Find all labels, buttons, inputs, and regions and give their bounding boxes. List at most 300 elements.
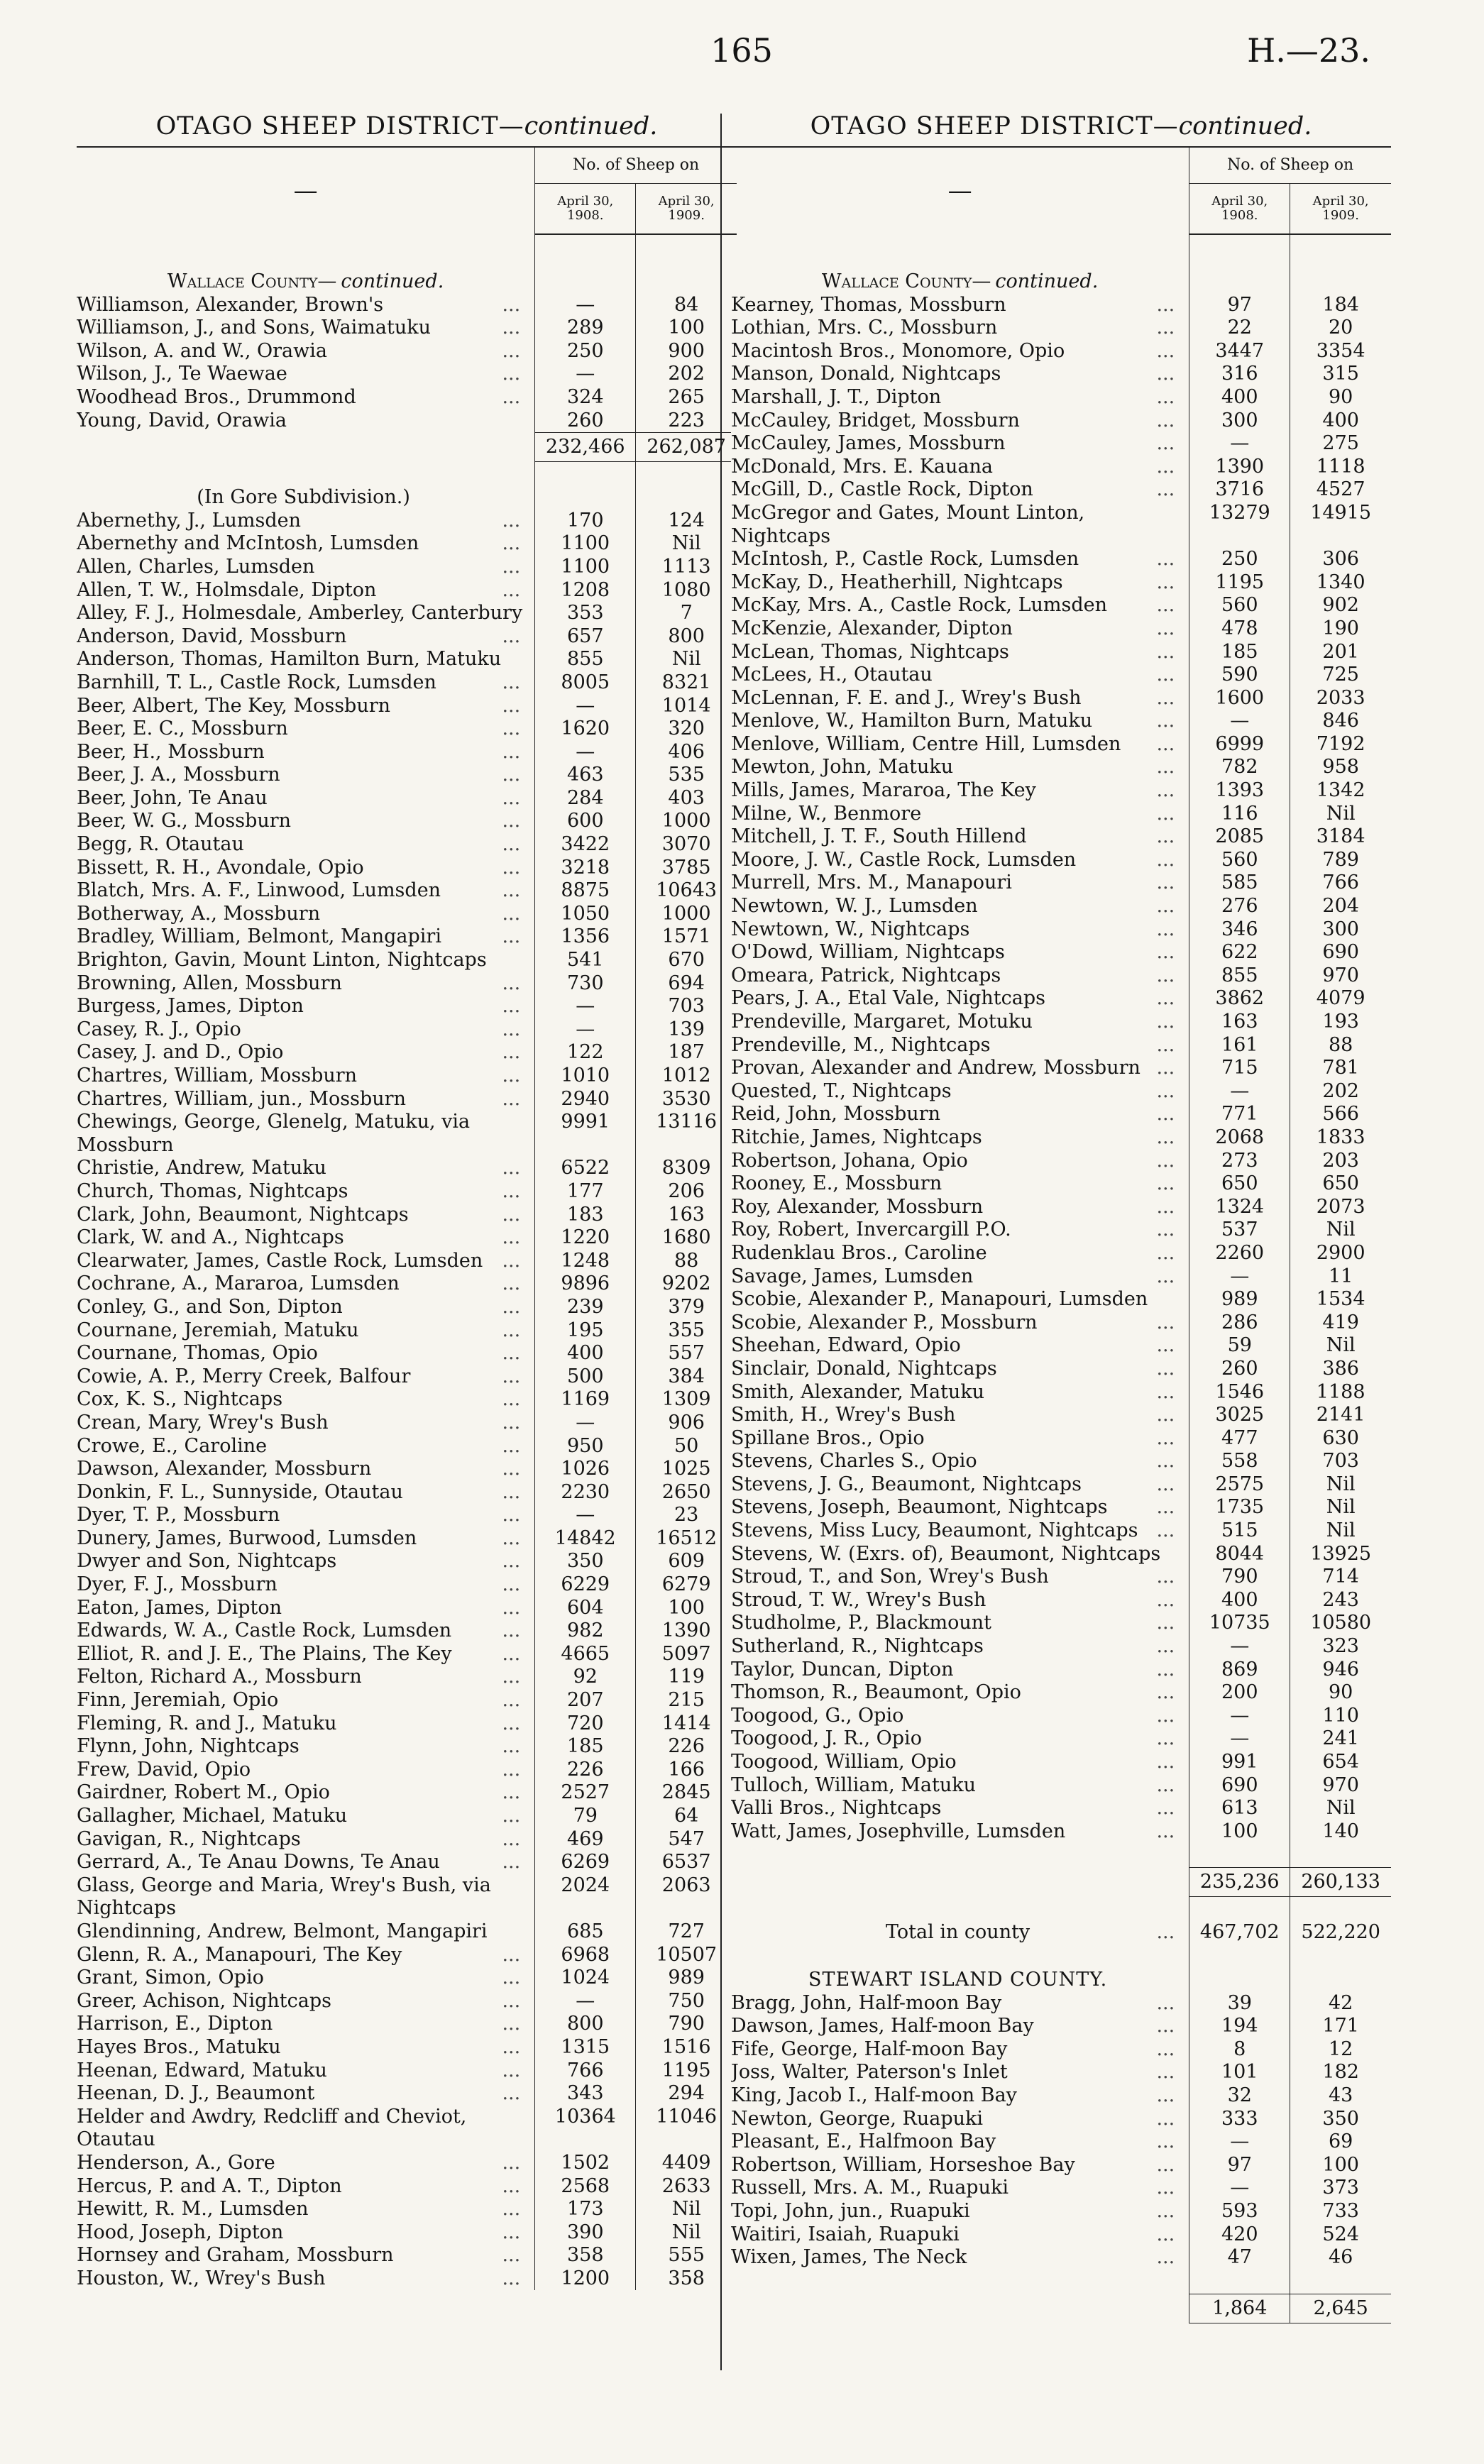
sheep-1909: 275	[1290, 432, 1391, 456]
sheep-1908: 541	[535, 949, 636, 972]
owner-name: Botherway, A., Mossburn	[77, 903, 324, 925]
leader-dots: ...	[1156, 987, 1179, 1011]
table-row	[77, 2106, 737, 2152]
spacer-cell	[731, 1897, 1189, 1922]
table-row	[731, 733, 1391, 757]
owner-cell	[77, 1874, 535, 1920]
section-heading-row	[77, 486, 737, 510]
owner-name: McLees, H., Otautau	[731, 664, 937, 686]
spacer-cell	[535, 486, 636, 510]
sheep-1909: 100	[636, 1597, 737, 1620]
sheep-1909: 906	[636, 1412, 737, 1435]
leader-dots: ...	[1156, 2130, 1179, 2154]
leader-dots: ...	[1156, 1566, 1179, 1589]
sheep-1908: —	[535, 1412, 636, 1435]
sheep-1908: 358	[535, 2244, 636, 2267]
owner-name: Ritchie, James, Nightcaps	[731, 1126, 986, 1148]
sheep-1908: 1248	[535, 1250, 636, 1273]
sheep-count-group-header: No. of Sheep on	[1189, 147, 1391, 184]
leader-dots: ...	[502, 2244, 524, 2267]
owner-name: Anderson, David, Mossburn	[77, 625, 351, 647]
leader-dots: ...	[1156, 548, 1179, 571]
owner-name: Burgess, James, Dipton	[77, 995, 308, 1017]
leader-dots: ...	[502, 1990, 524, 2013]
leader-dots: ...	[502, 1619, 524, 1643]
leader-dots: ...	[502, 1412, 524, 1435]
leader-dots: ...	[1156, 825, 1179, 849]
sheep-1909: 900	[636, 340, 737, 363]
table-row	[731, 871, 1391, 895]
spacer-cell	[1189, 234, 1290, 270]
sheep-1909: 703	[636, 995, 737, 1018]
sheep-1908: 8875	[535, 879, 636, 903]
sheep-1909: 42	[1290, 1992, 1391, 2015]
header-1909	[636, 184, 737, 235]
table-row	[731, 409, 1391, 433]
sheep-1909: Nil	[1290, 1797, 1391, 1820]
sheep-1908: 1315	[535, 2036, 636, 2059]
sheep-1909: 1000	[636, 903, 737, 926]
sheep-1909: 355	[636, 1319, 737, 1343]
table-row	[731, 1427, 1391, 1451]
table-row	[77, 1250, 737, 1273]
leader-dots: ...	[1156, 1496, 1179, 1519]
owner-name: Blatch, Mrs. A. F., Linwood, Lumsden	[77, 879, 445, 901]
owner-cell	[731, 1589, 1189, 1612]
section-heading-continued: continued.	[341, 270, 444, 292]
sheep-1908: 316	[1189, 363, 1290, 386]
owner-cell	[77, 925, 535, 949]
leader-dots: ...	[1156, 1381, 1179, 1404]
owner-cell	[77, 1550, 535, 1573]
owner-cell	[731, 1150, 1189, 1173]
leader-dots: ...	[1156, 1797, 1179, 1820]
sheep-1908: 560	[1189, 594, 1290, 617]
leader-dots: ...	[502, 532, 524, 556]
table-row	[731, 964, 1391, 988]
owner-cell	[731, 1057, 1189, 1080]
sheep-1909: 294	[636, 2082, 737, 2106]
sheep-1908: 39	[1189, 1992, 1290, 2015]
sheep-1908: 333	[1189, 2108, 1290, 2131]
sheep-1908: 782	[1189, 756, 1290, 779]
table-row	[77, 386, 737, 409]
owner-cell	[731, 1751, 1189, 1774]
owner-name: Barnhill, T. L., Castle Rock, Lumsden	[77, 671, 441, 693]
owner-name: Crowe, E., Caroline	[77, 1435, 271, 1457]
table-row	[77, 1990, 737, 2013]
leader-dots: ...	[502, 1157, 524, 1180]
sheep-1909: 241	[1290, 1727, 1391, 1751]
sheep-1909: 187	[636, 1041, 737, 1065]
sheep-1908: —	[535, 741, 636, 764]
owner-name: Tulloch, William, Matuku	[731, 1774, 980, 1796]
title-main: OTAGO SHEEP DISTRICT—	[810, 112, 1179, 141]
owner-name: Casey, J. and D., Opio	[77, 1041, 287, 1063]
sheep-1909: 12	[1290, 2038, 1391, 2062]
sheep-1908: 350	[535, 1550, 636, 1573]
sheep-1909: 16512	[636, 1527, 737, 1551]
owner-name: McDonald, Mrs. E. Kauana	[731, 456, 997, 478]
spacer-cell	[1189, 270, 1290, 294]
sheep-1908: 239	[535, 1296, 636, 1319]
table-row	[77, 671, 737, 695]
table-row	[77, 1967, 737, 1990]
leader-dots: ...	[502, 2036, 524, 2059]
owner-name: Grant, Simon, Opio	[77, 1967, 268, 1989]
owner-name: Brighton, Gavin, Mount Linton, Nightcaps	[77, 949, 491, 971]
leader-dots: ...	[502, 2013, 524, 2036]
owner-name: Toogood, William, Opio	[731, 1751, 961, 1773]
sheep-1909: 970	[1290, 964, 1391, 988]
owner-cell	[77, 1111, 535, 1157]
owner-name: McIntosh, P., Castle Rock, Lumsden	[731, 548, 1083, 570]
table-row	[731, 317, 1391, 340]
owner-name: Henderson, A., Gore	[77, 2152, 280, 2174]
owner-cell	[77, 1272, 535, 1296]
owner-cell	[77, 1458, 535, 1481]
owner-name: Rudenklau Bros., Caroline	[731, 1242, 991, 1264]
leader-dots: ...	[1156, 1011, 1179, 1034]
leader-dots: ...	[502, 1296, 524, 1319]
sheep-1909: 1113	[636, 556, 737, 579]
sheep-1909: 202	[636, 363, 737, 386]
owner-cell	[731, 1992, 1189, 2015]
owner-cell	[731, 2108, 1189, 2131]
owner-cell	[731, 756, 1189, 779]
sheep-1908: 613	[1189, 1797, 1290, 1820]
section-heading	[77, 270, 535, 294]
spacer-cell	[731, 2270, 1189, 2294]
owner-cell	[77, 695, 535, 718]
leader-dots: ...	[502, 1180, 524, 1204]
sheep-1909: 84	[636, 294, 737, 317]
table-row	[77, 787, 737, 810]
sheep-1908: 558	[1189, 1450, 1290, 1473]
sheep-1909: 1342	[1290, 779, 1391, 803]
spacer-cell	[1290, 1969, 1391, 1992]
sheep-1909: 11046	[636, 2106, 737, 2152]
leader-dots: ...	[502, 2221, 524, 2245]
owner-cell	[731, 733, 1189, 757]
sheep-1908: 226	[535, 1759, 636, 1782]
sheep-1908: 6999	[1189, 733, 1290, 757]
owner-cell	[77, 972, 535, 996]
header-1909-year: 1909.	[668, 208, 705, 223]
subtotal-1908: 232,466	[535, 433, 636, 462]
table-row	[77, 1619, 737, 1643]
table-row	[77, 1018, 737, 1042]
table-row	[77, 2267, 737, 2291]
sheep-1909: 1309	[636, 1388, 737, 1412]
sheep-1908: 250	[1189, 548, 1290, 571]
table-row	[731, 1034, 1391, 1057]
table-row	[731, 456, 1391, 479]
table-row	[731, 1011, 1391, 1034]
table-row	[77, 695, 737, 718]
sheep-1908: —	[1189, 2130, 1290, 2154]
leader-dots: ...	[1156, 2015, 1179, 2038]
sheep-1908: 1169	[535, 1388, 636, 1412]
sheep-1908: 59	[1189, 1334, 1290, 1358]
sheep-1908: 9896	[535, 1272, 636, 1296]
sheep-1909: 2633	[636, 2175, 737, 2199]
sheep-1908: 8	[1189, 2038, 1290, 2062]
owner-cell	[77, 1920, 535, 1944]
sheep-1908: 855	[535, 648, 636, 671]
owner-cell	[77, 1712, 535, 1736]
spacer-cell	[1290, 270, 1391, 294]
sheep-1908: —	[535, 363, 636, 386]
owner-name: Gavigan, R., Nightcaps	[77, 1828, 305, 1850]
owner-name: Chartres, William, jun., Mossburn	[77, 1088, 410, 1110]
table-row	[731, 1589, 1391, 1612]
owner-cell	[731, 1820, 1189, 1844]
sheep-1908: 1208	[535, 579, 636, 603]
owner-cell	[731, 2154, 1189, 2177]
owner-cell	[731, 294, 1189, 317]
owner-cell	[77, 1319, 535, 1343]
sheep-1909: 1833	[1290, 1126, 1391, 1150]
owner-name: Bradley, William, Belmont, Mangapiri	[77, 925, 446, 947]
spacer-row	[731, 2270, 1391, 2294]
table-row	[731, 1473, 1391, 1497]
owner-name: Stroud, T. W., Wrey's Bush	[731, 1589, 990, 1611]
table-row	[731, 1242, 1391, 1265]
owner-cell	[77, 2267, 535, 2291]
owner-name: McCauley, Bridget, Mossburn	[731, 409, 1024, 431]
sheep-1909: 555	[636, 2244, 737, 2267]
leader-dots: ...	[1156, 756, 1179, 779]
leader-dots: ...	[1156, 2108, 1179, 2131]
leader-dots: ...	[502, 1342, 524, 1365]
table-row	[731, 294, 1391, 317]
owner-name: Waitiri, Isaiah, Ruapuki	[731, 2223, 964, 2245]
leader-dots: ...	[502, 1041, 524, 1065]
subtotal-label	[77, 433, 535, 462]
owner-cell	[77, 2059, 535, 2083]
sheep-1908: 790	[1189, 1566, 1290, 1589]
table-row	[731, 1566, 1391, 1589]
table-row	[77, 1319, 737, 1343]
sheep-1909: 358	[636, 2267, 737, 2291]
sheep-1908: 1390	[1189, 456, 1290, 479]
owner-cell	[77, 2221, 535, 2245]
sheep-1909: 13116	[636, 1111, 737, 1157]
owner-name: Conley, G., and Son, Dipton	[77, 1296, 347, 1318]
owner-name: Finn, Jeremiah, Opio	[77, 1689, 282, 1711]
table-row	[77, 1388, 737, 1412]
sheep-1908: 1200	[535, 2267, 636, 2291]
owner-cell	[731, 2038, 1189, 2062]
leader-dots: ...	[502, 340, 524, 363]
sheep-1909: 10580	[1290, 1612, 1391, 1635]
sheep-1908: 982	[535, 1619, 636, 1643]
owner-name: McGregor and Gates, Mount Linton, Nightcaps	[731, 501, 1085, 547]
owner-cell	[731, 687, 1189, 710]
owner-cell	[731, 987, 1189, 1011]
owner-cell	[731, 664, 1189, 687]
sheep-1909: 46	[1290, 2246, 1391, 2270]
sheep-1909: 223	[636, 409, 737, 433]
sheep-1909: 226	[636, 1735, 737, 1759]
leader-dots: ...	[1156, 1450, 1179, 1473]
owner-cell	[77, 1619, 535, 1643]
owner-name: Clearwater, James, Castle Rock, Lumsden	[77, 1250, 487, 1272]
owner-cell	[731, 941, 1189, 964]
owner-name: Allen, Charles, Lumsden	[77, 556, 319, 578]
owner-name: Gallagher, Michael, Matuku	[77, 1805, 351, 1827]
sheep-1909: Nil	[1290, 1334, 1391, 1358]
sheep-1908: 273	[1189, 1150, 1290, 1173]
sheep-1909: 733	[1290, 2200, 1391, 2223]
leader-dots: ...	[502, 510, 524, 533]
sheep-1908: —	[535, 1018, 636, 1042]
owner-cell	[731, 1496, 1189, 1519]
leader-dots: ...	[502, 294, 524, 317]
sheep-1909: 9202	[636, 1272, 737, 1296]
sheep-1909: 846	[1290, 710, 1391, 733]
table-row	[77, 317, 737, 340]
owner-cell	[731, 502, 1189, 548]
sheep-1908: 800	[535, 2013, 636, 2036]
table-row	[77, 1088, 737, 1111]
owner-cell	[77, 1967, 535, 1990]
owner-name: Heenan, Edward, Matuku	[77, 2059, 331, 2081]
table-row	[731, 1543, 1391, 1566]
section-heading-text: STEWART ISLAND COUNTY.	[808, 1969, 1111, 1991]
owner-name: Wilson, J., Te Waewae	[77, 363, 292, 385]
owner-cell	[731, 1219, 1189, 1242]
owner-name: Beer, John, Te Anau	[77, 787, 272, 809]
owner-name: Beer, Albert, The Key, Mossburn	[77, 695, 395, 717]
section-heading-continued: continued.	[995, 270, 1099, 292]
owner-cell	[77, 671, 535, 695]
sheep-1908: 604	[535, 1597, 636, 1620]
leader-dots: ...	[502, 2059, 524, 2083]
sheep-1909: 3354	[1290, 340, 1391, 363]
table-row	[731, 2223, 1391, 2247]
leader-dots: ...	[502, 1204, 524, 1227]
sheep-1909: 10507	[636, 1944, 737, 1967]
sheep-1908: 6269	[535, 1851, 636, 1874]
owner-name: Dunery, James, Burwood, Lumsden	[77, 1527, 421, 1549]
right-table-body	[731, 234, 1391, 2323]
owner-name: McKay, Mrs. A., Castle Rock, Lumsden	[731, 594, 1111, 616]
sheep-1908: 467,702	[1189, 1921, 1290, 1945]
owner-name: Sheehan, Edward, Opio	[731, 1334, 965, 1356]
owner-cell	[731, 1103, 1189, 1126]
table-row	[731, 1705, 1391, 1728]
sheep-1908: 3447	[1189, 340, 1290, 363]
sheep-1908: 3218	[535, 857, 636, 880]
sheep-1909: Nil	[1290, 1496, 1391, 1519]
sheep-1909: 69	[1290, 2130, 1391, 2154]
table-row	[731, 825, 1391, 849]
spacer-cell	[1290, 1897, 1391, 1922]
leader-dots: ...	[1156, 317, 1179, 340]
leader-dots: ...	[1156, 1612, 1179, 1635]
leader-dots: ...	[1156, 687, 1179, 710]
owner-name: Toogood, J. R., Opio	[731, 1727, 926, 1749]
leader-dots: ...	[502, 671, 524, 695]
table-row	[731, 1496, 1391, 1519]
header-1909-month: April 30,	[1312, 194, 1369, 209]
owner-name: Cournane, Jeremiah, Matuku	[77, 1319, 363, 1341]
owner-cell	[77, 1388, 535, 1412]
leader-dots: ...	[1156, 964, 1179, 988]
sheep-1909: 215	[636, 1689, 737, 1712]
owner-name: Sutherland, R., Nightcaps	[731, 1635, 988, 1657]
spacer-cell	[535, 270, 636, 294]
leader-dots: ...	[502, 1272, 524, 1296]
sheep-1908: 1100	[535, 532, 636, 556]
owner-cell	[77, 810, 535, 833]
table-row	[731, 1404, 1391, 1427]
owner-cell	[77, 1643, 535, 1666]
sheep-1908: 284	[535, 787, 636, 810]
leader-dots: ...	[502, 1018, 524, 1042]
sheep-1909: 243	[1290, 1589, 1391, 1612]
sheep-1909: 946	[1290, 1659, 1391, 1682]
sheep-1908: 730	[535, 972, 636, 996]
section-heading	[731, 270, 1189, 294]
spacer-cell	[535, 234, 636, 270]
table-row	[731, 1450, 1391, 1473]
table-row	[77, 857, 737, 880]
owner-cell	[731, 1727, 1189, 1751]
left-column	[77, 106, 737, 2290]
owner-cell	[77, 1944, 535, 1967]
sheep-1909: Nil	[636, 648, 737, 671]
owner-name: O'Dowd, William, Nightcaps	[731, 941, 1009, 963]
owner-cell	[77, 1597, 535, 1620]
owner-cell	[731, 1659, 1189, 1682]
left-table-body	[77, 234, 737, 2290]
table-row	[77, 2082, 737, 2106]
sheep-1908: 950	[535, 1435, 636, 1458]
owner-cell	[731, 1080, 1189, 1104]
section-heading-text: (In Gore Subdivision.)	[197, 486, 414, 508]
owner-cell	[77, 510, 535, 533]
leader-dots: ...	[502, 2198, 524, 2221]
owner-name: Glass, George and Maria, Wrey's Bush, via Nightcaps	[77, 1874, 491, 1920]
sheep-1908: 250	[535, 340, 636, 363]
table-row	[731, 1659, 1391, 1682]
owner-cell	[77, 2106, 535, 2152]
table-row	[77, 2198, 737, 2221]
owner-name: Frew, David, Opio	[77, 1759, 255, 1781]
sheep-1909: Nil	[1290, 803, 1391, 826]
table-row	[731, 803, 1391, 826]
leader-dots: ...	[502, 1365, 524, 1389]
owner-name: Taylor, Duncan, Dipton	[731, 1659, 958, 1681]
table-row	[77, 2221, 737, 2245]
sheep-1909: 670	[636, 949, 737, 972]
section-heading-row	[731, 270, 1391, 294]
sheep-1909: 650	[1290, 1172, 1391, 1196]
owner-name: Valli Bros., Nightcaps	[731, 1797, 945, 1819]
owner-cell	[731, 1681, 1189, 1705]
leader-dots: ...	[502, 995, 524, 1018]
owner-name: Crean, Mary, Wrey's Bush	[77, 1412, 333, 1434]
leader-dots: ...	[1156, 918, 1179, 942]
owner-name: Smith, H., Wrey's Bush	[731, 1404, 960, 1426]
owner-name: Smith, Alexander, Matuku	[731, 1381, 989, 1403]
sheep-1908: —	[1189, 432, 1290, 456]
subtotal-row	[77, 433, 737, 462]
owner-cell	[77, 1504, 535, 1527]
